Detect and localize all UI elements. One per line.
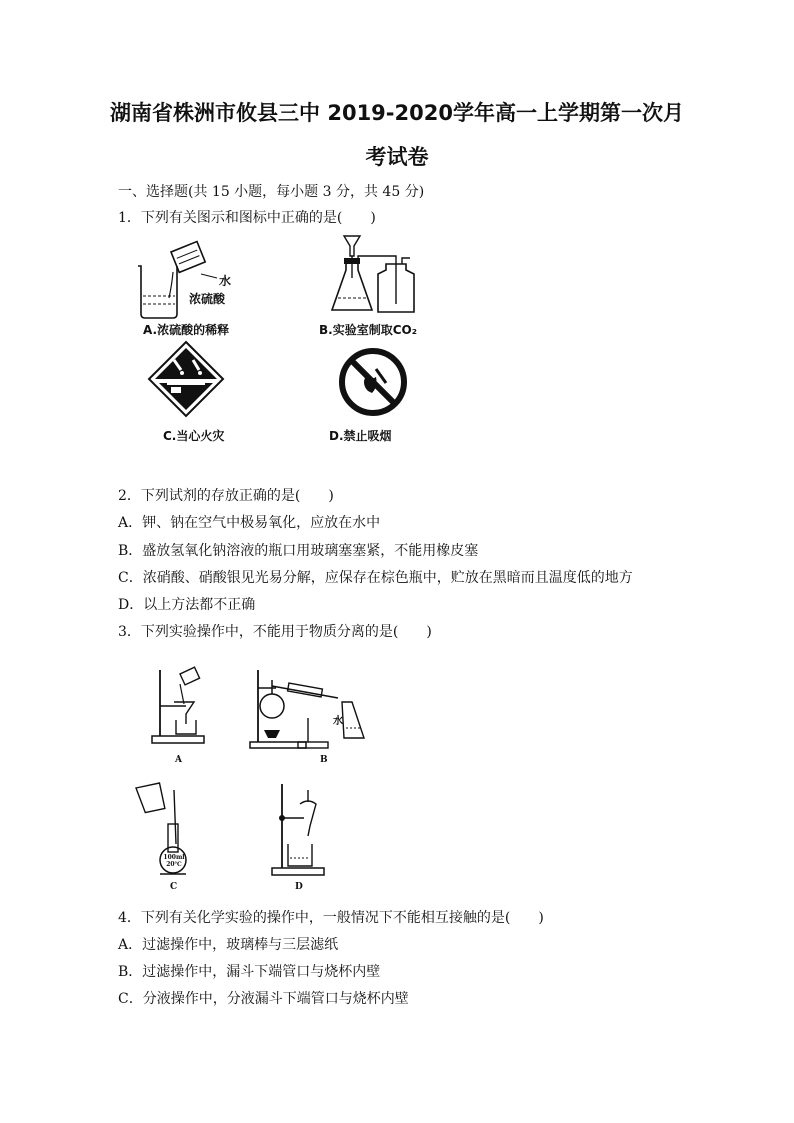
co2-apparatus-illustration [330, 234, 430, 316]
q1-figure-a-caption: A.浓硫酸的稀释 [143, 323, 230, 337]
q3-figure-a-caption: A [175, 755, 182, 765]
q1-figure-d-caption: D.禁止吸烟 [329, 429, 392, 443]
q1-figa-water-label: 水 [219, 274, 232, 288]
q1-figure-c-caption: C.当心火灾 [163, 429, 225, 443]
q3-figure-a [150, 666, 208, 746]
q1-figure-b [330, 234, 430, 316]
question-1-stem: 1．下列有关图示和图标中正确的是( ) [118, 210, 376, 226]
question-4-option-a: A．过滤操作中，玻璃棒与三层滤纸 [118, 937, 339, 953]
question-2-option-a: A．钾、钠在空气中极易氧化，应放在水中 [118, 515, 381, 531]
question-2-option-b: B．盛放氢氧化钠溶液的瓶口用玻璃塞塞紧，不能用橡皮塞 [118, 543, 479, 559]
q3-figure-d [270, 782, 330, 878]
q3-figc-flask-label: 100ml 20℃ [163, 854, 185, 868]
question-3-stem: 3．下列实验操作中，不能用于物质分离的是( ) [118, 624, 432, 640]
question-4-stem: 4．下列有关化学实验的操作中，一般情况下不能相互接触的是( ) [118, 910, 544, 926]
q3-figure-c [134, 784, 198, 876]
q1-figure-c [147, 340, 225, 418]
separatory-funnel-illustration [270, 782, 330, 878]
q1-figure-a [133, 244, 253, 324]
q1-figa-acid-label: 浓硫酸 [189, 292, 226, 306]
question-4-option-c: C．分液操作中，分液漏斗下端管口与烧杯内壁 [118, 991, 409, 1007]
page-title-line1: 湖南省株洲市攸县三中 2019-2020学年高一上学期第一次月 [110, 101, 684, 125]
q3-figure-c-caption: C [170, 882, 178, 892]
q3-figure-d-caption: D [295, 882, 303, 892]
q1-figure-d [338, 347, 408, 417]
q3-figure-b-caption: B [320, 755, 328, 765]
distillation-apparatus-illustration [248, 668, 378, 750]
filtration-apparatus-illustration [150, 666, 208, 746]
acid-dilution-illustration [133, 244, 253, 324]
section-heading: 一、选择题(共 15 小题，每小题 3 分，共 45 分) [118, 184, 425, 200]
question-2-option-d: D．以上方法都不正确 [118, 597, 256, 613]
question-2-stem: 2．下列试剂的存放正确的是( ) [118, 488, 334, 504]
q3-figb-water-label: 水 [333, 716, 343, 727]
question-4-option-b: B．过滤操作中，漏斗下端管口与烧杯内壁 [118, 964, 381, 980]
page-title-line2: 考试卷 [365, 145, 429, 169]
q1-figure-b-caption: B.实验室制取CO₂ [319, 323, 417, 337]
q3-figure-b [248, 668, 378, 750]
fire-warning-icon [147, 340, 225, 418]
question-2-option-c: C．浓硝酸、硝酸银见光易分解，应保存在棕色瓶中，贮放在黑暗而且温度低的地方 [118, 570, 633, 586]
no-smoking-icon [338, 347, 408, 417]
